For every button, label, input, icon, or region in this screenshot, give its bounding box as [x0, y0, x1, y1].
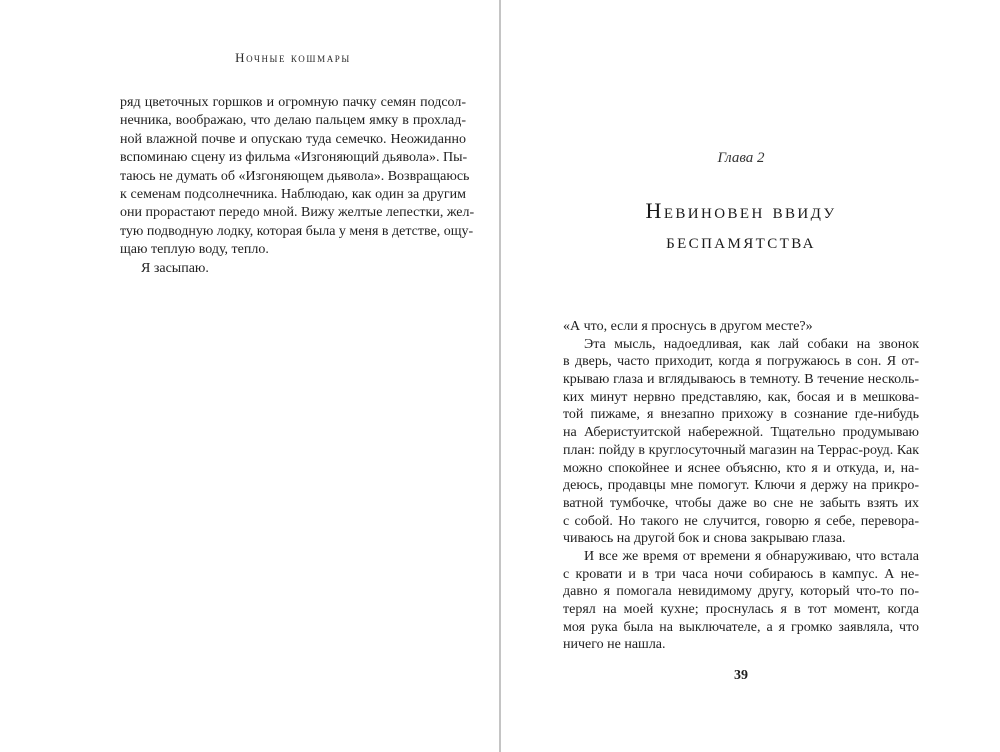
text-line: терял на моей кухне; проснулась я в тот момент, когда — [563, 602, 919, 617]
text-line: ничего не нашла. — [563, 637, 666, 653]
page-number: 39 — [734, 668, 748, 683]
text-line: Эта мысль, надоедливая, как лай собаки на звонок — [584, 336, 919, 352]
text-line: таюсь не думать об «Изгоняющем дьявола». Возвращаюсь — [120, 168, 470, 184]
text-line: на Аберистуитской набережной. Тщательно продумываю — [563, 425, 919, 441]
text-line: они прорастают передо мной. Вижу желтые лепестки, жел- — [120, 205, 475, 221]
text-line: к семенам подсолнечника. Наблюдаю, как один за другим — [120, 186, 466, 202]
text-line: вспоминаю сцену из фильма «Изгоняющий дьявола». Пы- — [120, 150, 468, 166]
left-page-text — [120, 94, 475, 278]
chapter-title — [563, 196, 919, 256]
chapter-label: Глава 2 — [717, 150, 765, 166]
chapter-title-line: Невиновен ввиду — [645, 198, 837, 223]
text-line: И все же время от времени я обнаруживаю, что встала — [584, 548, 919, 564]
running-head: Ночные кошмары — [235, 50, 351, 65]
text-line: ряд цветочных горшков и огромную пачку семян подсол- — [120, 95, 466, 110]
text-line: в дверь, часто приходит, когда я погружаюсь в сон. Я от- — [563, 354, 919, 370]
book-gutter — [499, 0, 501, 752]
text-line: той пижаме, я внезапно прихожу в сознание где-нибудь — [563, 407, 919, 423]
text-line: ной влажной почве и опускаю туда семечко. Неожиданно — [120, 131, 466, 147]
text-line: с собой. Но такого не случится, говорю я себе, перевора- — [563, 513, 919, 529]
text-line: деюсь, продавцы мне помогут. Ключи я держу на прикро- — [563, 478, 919, 494]
text-line: можно спокойнее и яснее объясню, кто я и откуда, и, на- — [563, 460, 919, 476]
chapter-title-line: беспамятства — [666, 228, 816, 253]
text-line: нечника, воображаю, что делаю пальцем ямку в прохлад- — [120, 113, 466, 129]
text-line: тую подводную лодку, которая была у меня в детстве, ощу- — [120, 223, 474, 239]
text-line: план: пойду в круглосуточный магазин на Террас-роуд. Как — [563, 442, 919, 458]
text-line: давно я помогала невидимому другу, который что-то по- — [563, 584, 919, 600]
text-line: ватной тумбочке, чтобы даже во сне не забыть взять их — [563, 495, 919, 511]
text-line: щаю теплую воду, тепло. — [120, 242, 269, 258]
text-line: Я засыпаю. — [141, 260, 209, 276]
text-line: «А что, если я проснусь в другом месте?» — [563, 319, 813, 334]
text-line: чиваюсь на другой бок и снова закрываю глаза. — [563, 531, 846, 547]
text-line: ких минут нервно представляю, как, босая и в мешкова- — [563, 389, 919, 405]
text-line: моя рука была на выключателе, а я громко заявляла, что — [563, 619, 919, 635]
right-page-text — [563, 318, 919, 654]
text-line: крываю глаза и вглядываюсь в темноту. В течение несколь- — [563, 372, 919, 388]
text-line: с кровати и в три часа ночи собираюсь в кампус. А не- — [563, 566, 919, 582]
